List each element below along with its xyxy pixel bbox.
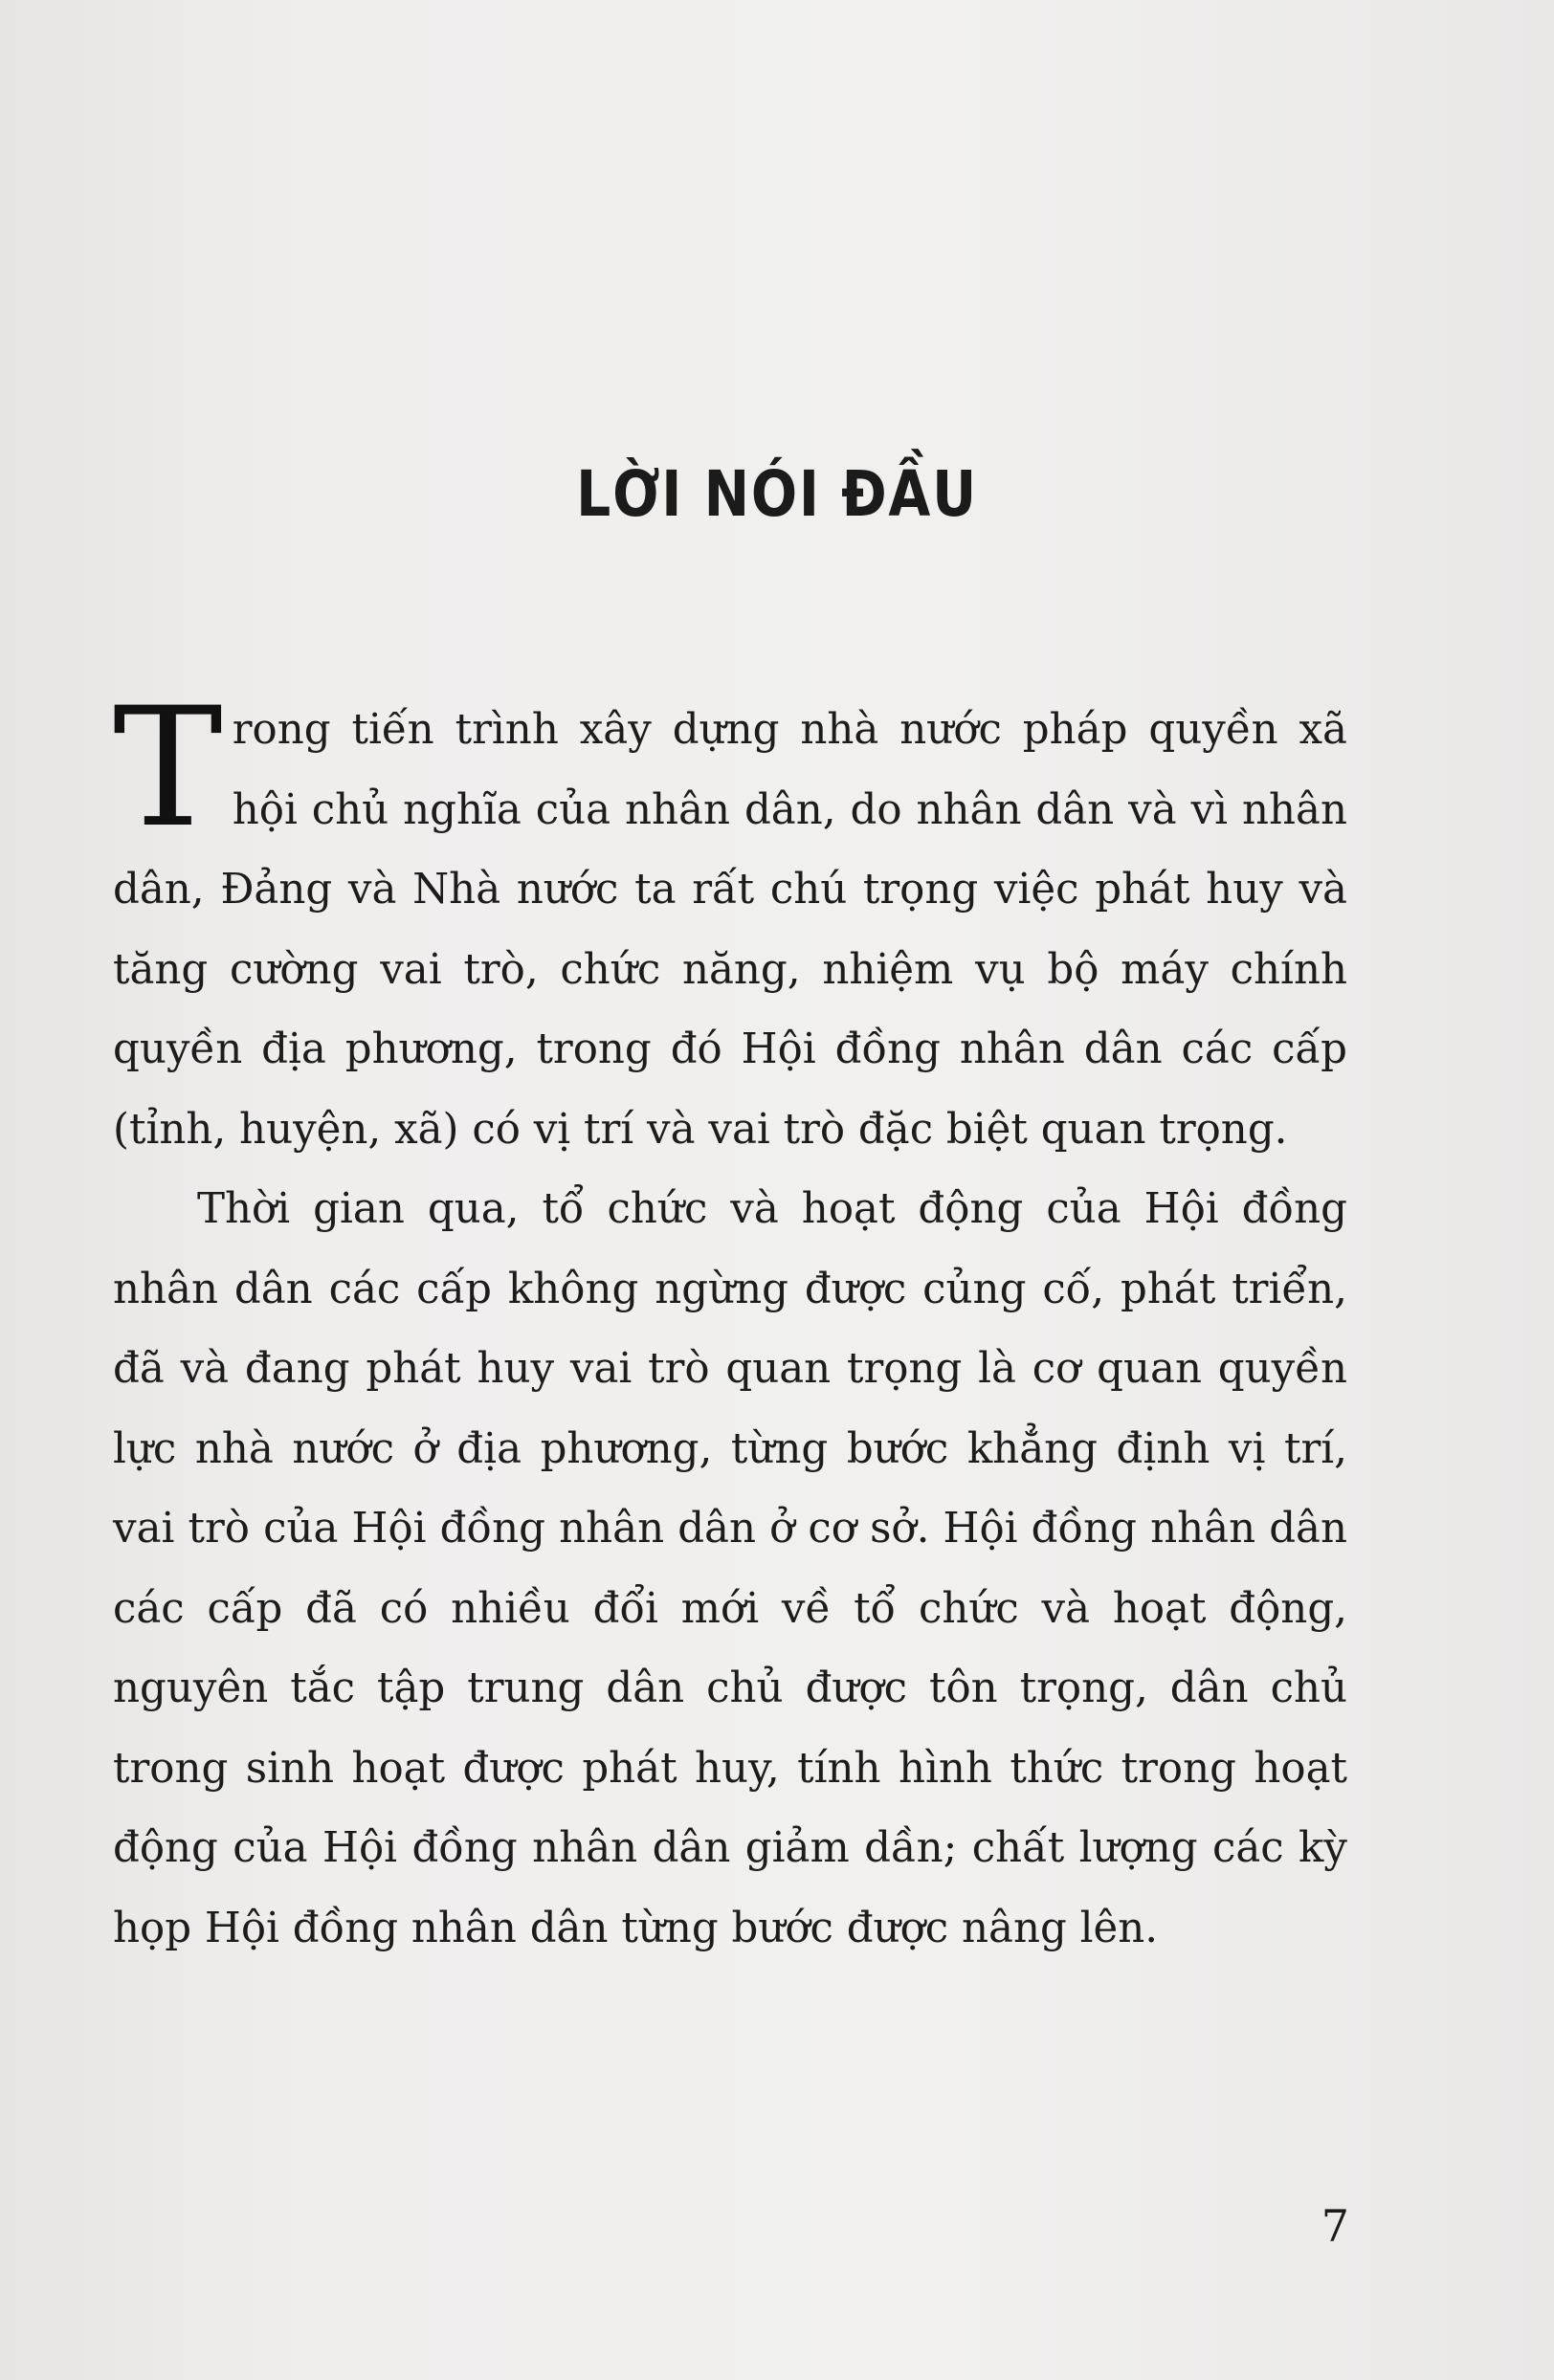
- drop-cap: T: [113, 672, 223, 864]
- page-title: LỜI NÓI ĐẦU: [576, 457, 978, 531]
- paragraph-2: [113, 1170, 1347, 1969]
- page-number: 7: [1321, 2200, 1349, 2252]
- paragraph-1: [113, 672, 1347, 1170]
- body-text: [113, 672, 1347, 1969]
- paragraph-2-text: Thời gian qua, tổ chức và hoạt động của Hội đồng nhân dân các cấp không ngừng được củng cố, phát triển, đã và đang phát huy vai trò quan trọng là cơ quan quyền lực nhà nước ở địa phương, từng bước khẳng định vị trí, vai trò của Hội đồng nhân dân ở cơ sở. Hội đồng nhân dân các cấp đã có nhiều đổi mới về tổ chức và hoạt động, nguyên tắc tập trung dân chủ được tôn trọng, dân chủ trong sinh hoạt được phát huy, tính hình thức trong hoạt động của Hội đồng nhân dân giảm dần; chất lượng các kỳ họp Hội đồng nhân dân từng bước được nâng lên.: [113, 1185, 1347, 1952]
- paragraph-1-text: rong tiến trình xây dựng nhà nước pháp quyền xã hội chủ nghĩa của nhân dân, do nhân dân và vì nhân dân, Đảng và Nhà nước ta rất chú trọng việc phát huy và tăng cường vai trò, chức năng, nhiệm vụ bộ máy chính quyền địa phương, trong đó Hội đồng nhân dân các cấp (tỉnh, huyện, xã) có vị trí và vai trò đặc biệt quan trọng.: [113, 706, 1347, 1154]
